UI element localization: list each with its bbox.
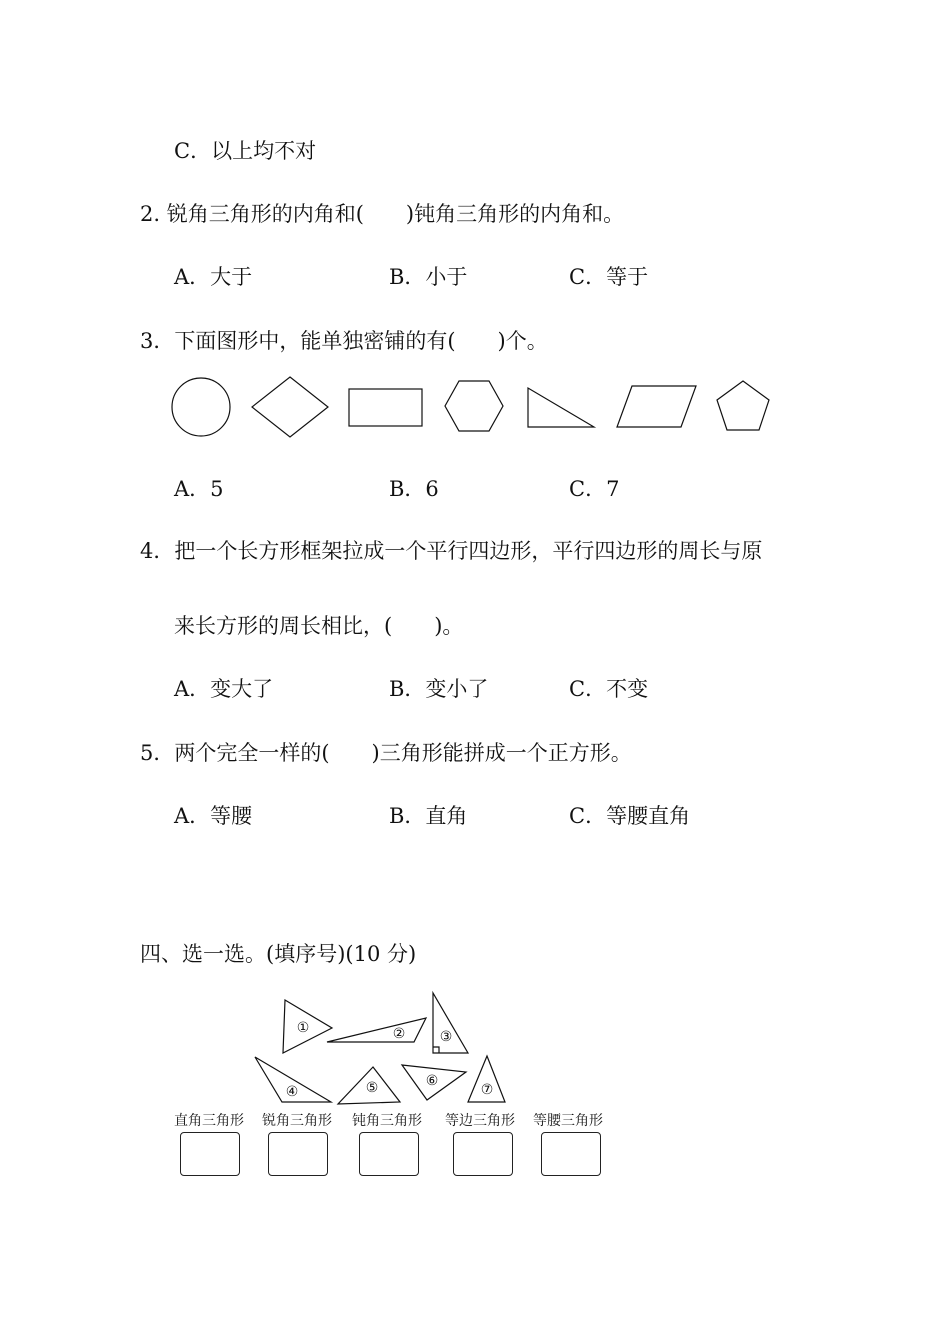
q4-option-b[interactable]: B．变小了: [389, 677, 489, 701]
triangle-2-label: ②: [392, 1026, 406, 1042]
q4-question-line1: 4．把一个长方形框架拉成一个平行四边形，平行四边形的周长与原: [140, 539, 763, 563]
triangle-3-label: ③: [439, 1029, 453, 1045]
category-acute-triangle: 锐角三角形: [262, 1113, 332, 1129]
triangle-4-label: ④: [285, 1084, 299, 1100]
right-angle-mark: [433, 1047, 439, 1053]
answer-box-obtuse-triangle[interactable]: [359, 1132, 419, 1176]
q3-option-b[interactable]: B．6: [389, 477, 439, 501]
answer-box-acute-triangle[interactable]: [268, 1132, 328, 1176]
q5-option-b[interactable]: B．直角: [389, 804, 468, 828]
q1-option-c[interactable]: C．以上均不对: [174, 139, 317, 163]
triangle-7-label: ⑦: [480, 1082, 494, 1098]
q5-option-a[interactable]: A．等腰: [174, 804, 253, 828]
q2-option-a[interactable]: A．大于: [174, 265, 253, 289]
q3-question: 3．下面图形中，能单独密铺的有( )个。: [140, 329, 548, 353]
q4-option-c[interactable]: C．不变: [569, 677, 649, 701]
q3-option-a[interactable]: A．5: [174, 477, 224, 501]
triangle-6-label: ⑥: [425, 1073, 439, 1089]
q2-option-b[interactable]: B．小于: [389, 265, 468, 289]
section4-title: 四、选一选。(填序号)(10 分): [140, 942, 417, 966]
q5-question: 5．两个完全一样的( )三角形能拼成一个正方形。: [140, 741, 632, 765]
q5-option-c[interactable]: C．等腰直角: [569, 804, 691, 828]
answer-box-isosceles-triangle[interactable]: [541, 1132, 601, 1176]
answer-box-equilateral-triangle[interactable]: [453, 1132, 513, 1176]
triangle-5-label: ⑤: [365, 1080, 379, 1096]
category-equilateral-triangle: 等边三角形: [445, 1113, 515, 1129]
q4-question-line2: 来长方形的周长相比，( )。: [174, 614, 464, 638]
answer-box-right-triangle[interactable]: [180, 1132, 240, 1176]
triangle-1-label: ①: [296, 1020, 310, 1036]
triangle-2: [327, 1018, 426, 1042]
q2-question: 2. 锐角三角形的内角和( )钝角三角形的内角和。: [140, 202, 625, 226]
category-isosceles-triangle: 等腰三角形: [533, 1113, 603, 1129]
category-obtuse-triangle: 钝角三角形: [352, 1113, 422, 1129]
category-right-triangle: 直角三角形: [174, 1113, 244, 1129]
q2-option-c[interactable]: C．等于: [569, 265, 649, 289]
q3-option-c[interactable]: C．7: [569, 477, 620, 501]
q4-option-a[interactable]: A．变大了: [174, 677, 274, 701]
